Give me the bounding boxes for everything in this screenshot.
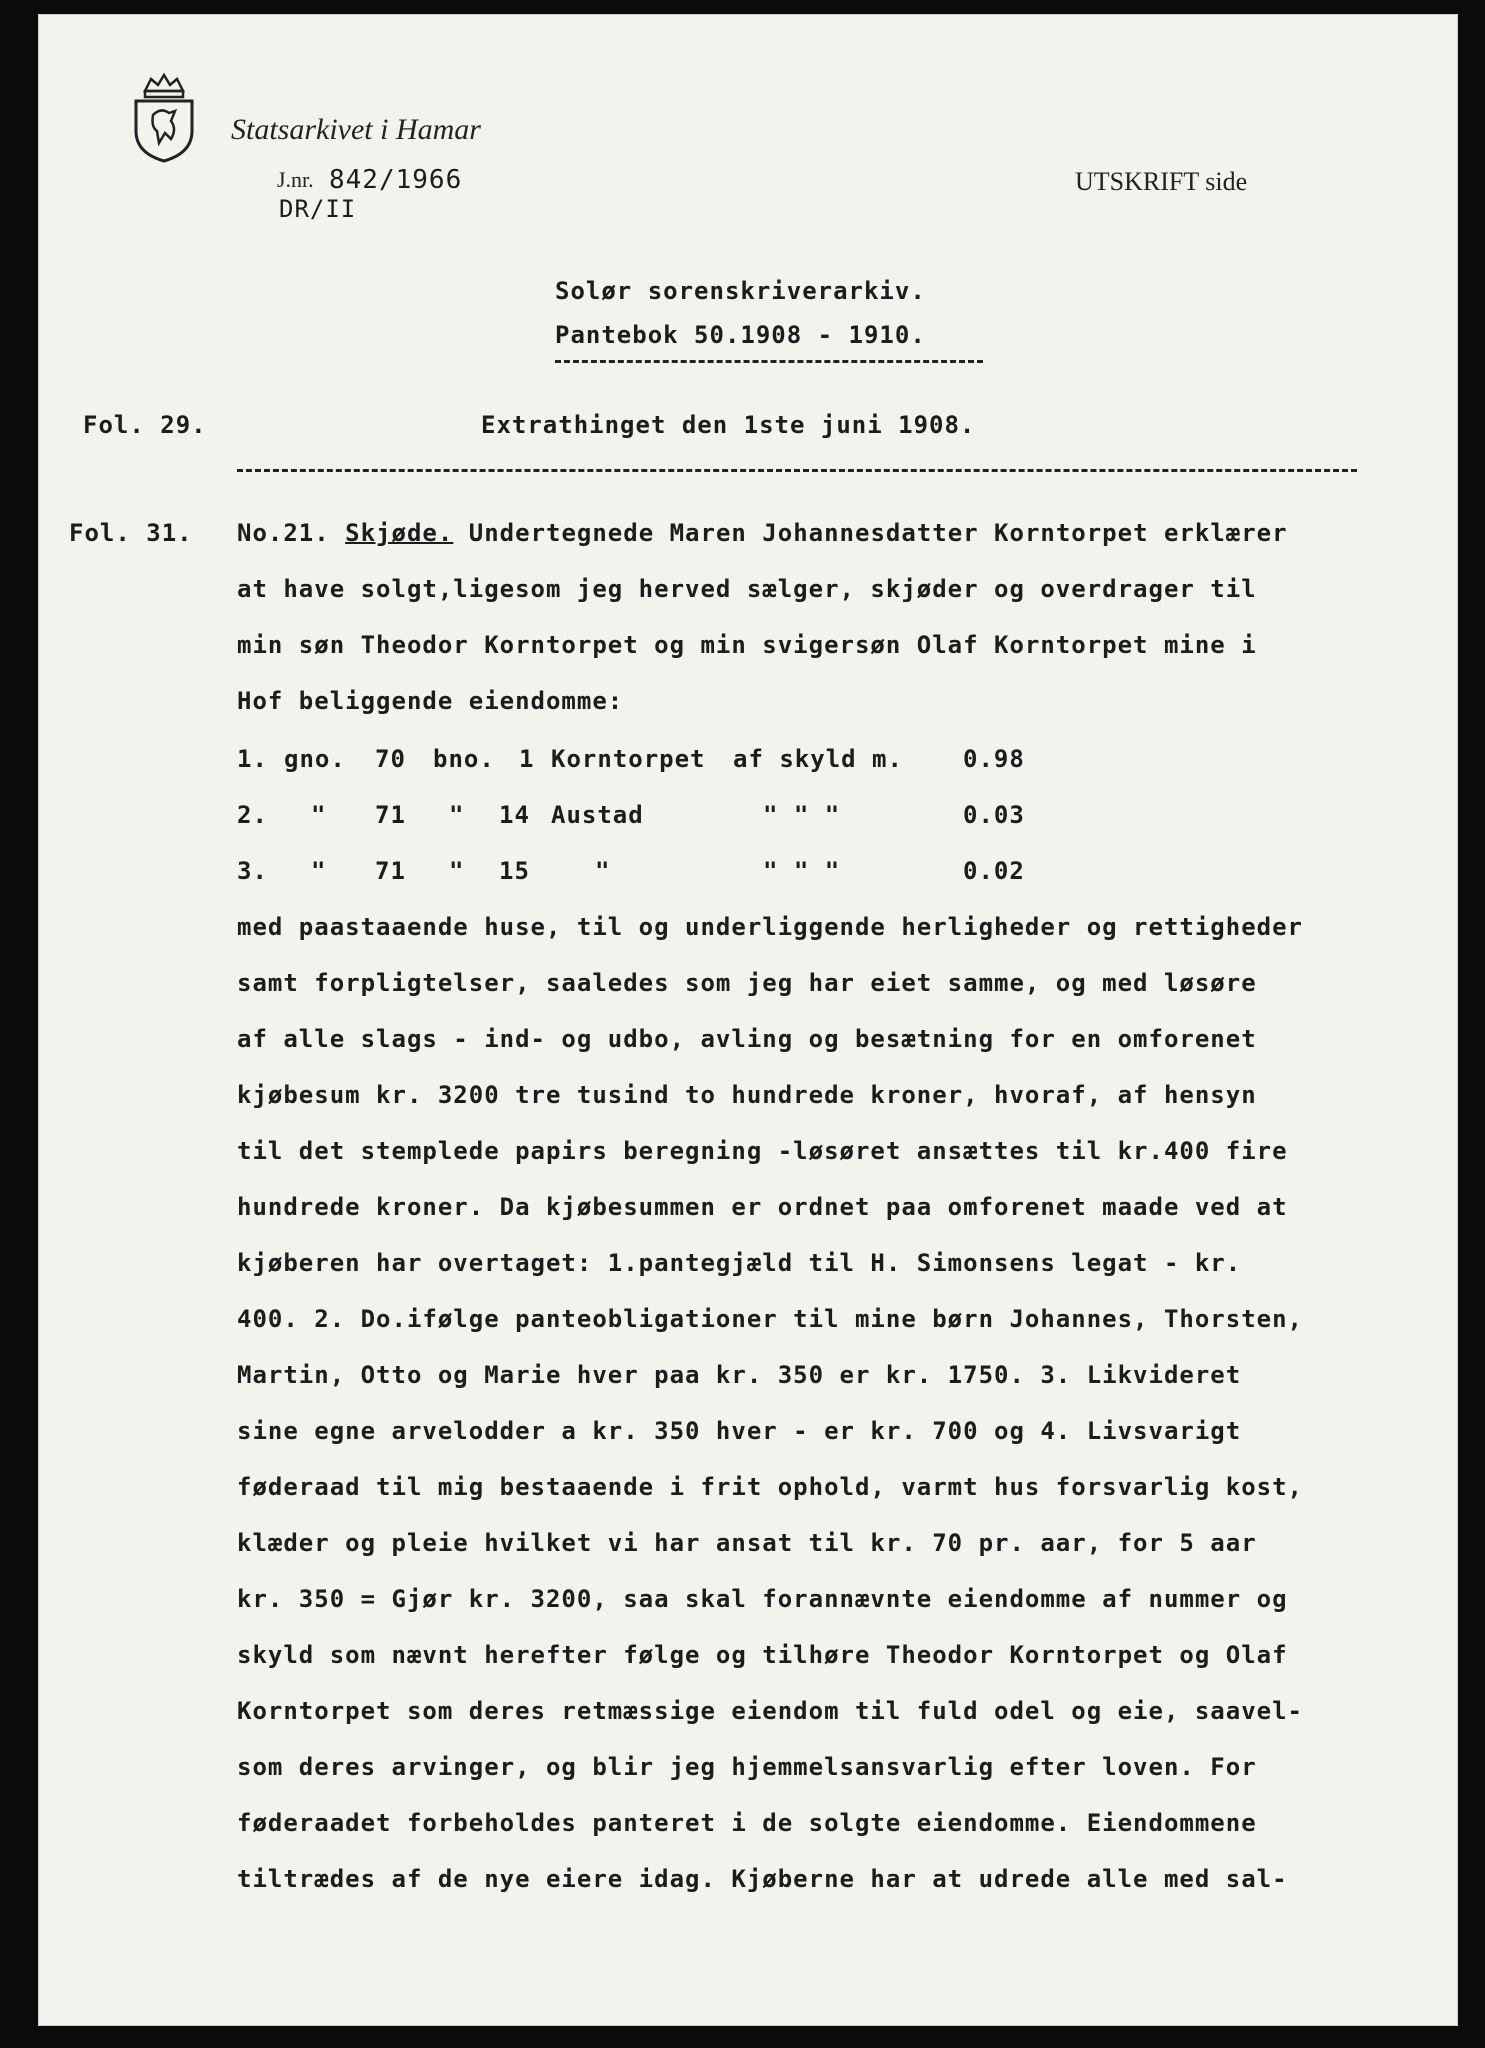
gno-value: 70 (375, 745, 406, 773)
document-page (38, 14, 1458, 2026)
entry-first-line (237, 519, 1288, 547)
bno-label: " (449, 857, 465, 885)
text-line: tiltrædes af de nye eiere idag. Kjøberne har at udrede alle med sal- (237, 1865, 1288, 1893)
property-name: Austad (551, 801, 644, 829)
entry-first-line-text: Undertegnede Maren Johannesdatter Korntorpet erklærer (468, 519, 1288, 547)
jnr-label: J.nr. (277, 167, 314, 192)
text-line: Korntorpet som deres retmæssige eiendom til fuld odel og eie, saavel- (237, 1697, 1303, 1725)
bno-value: 14 (499, 801, 530, 829)
entry-number: No.21. (237, 519, 330, 547)
property-number: 2. (237, 801, 268, 829)
text-line: kjøberen har overtaget: 1.pantegjæld til H. Simonsens legat - kr. (237, 1249, 1242, 1277)
session-divider (237, 469, 1357, 472)
archive-name: Statsarkivet i Hamar (231, 113, 481, 146)
title-archive: Solør sorenskriverarkiv. (555, 277, 926, 305)
property-name: Korntorpet (551, 745, 706, 773)
property-skyld: " " " (763, 857, 841, 885)
property-value: 0.02 (963, 857, 1025, 885)
property-value: 0.03 (963, 801, 1025, 829)
text-line: til det stemplede papirs beregning -løsøret ansættes til kr.400 fire (237, 1137, 1288, 1165)
gno-label: gno. (284, 745, 346, 773)
text-line: klæder og pleie hvilket vi har ansat til kr. 70 pr. aar, for 5 aar (237, 1529, 1257, 1557)
text-line: af alle slags - ind- og udbo, avling og besætning for en omforenet (237, 1025, 1257, 1053)
bno-value: 15 (499, 857, 530, 885)
property-name: " (595, 857, 611, 885)
bno-value: 1 (519, 745, 535, 773)
property-number: 1. (237, 745, 268, 773)
text-line: min søn Theodor Korntorpet og min svigersøn Olaf Korntorpet mine i (237, 631, 1257, 659)
gno-value: 71 (375, 801, 406, 829)
property-number: 3. (237, 857, 268, 885)
gno-label: " (311, 801, 327, 829)
text-line: kr. 350 = Gjør kr. 3200, saa skal forannævnte eiendomme af nummer og (237, 1585, 1288, 1613)
bno-label: " (449, 801, 465, 829)
text-line: føderaadet forbeholdes panteret i de solgte eiendomme. Eiendommene (237, 1809, 1257, 1837)
text-line: kjøbesum kr. 3200 tre tusind to hundrede kroner, hvoraf, af hensyn (237, 1081, 1257, 1109)
title-volume: Pantebok 50.1908 - 1910. (555, 321, 926, 349)
property-skyld: " " " (763, 801, 841, 829)
entry-folio: Fol. 31. (69, 519, 193, 547)
text-line: med paastaaende huse, til og underliggende herligheder og rettigheder (237, 913, 1303, 941)
text-line: som deres arvinger, og blir jeg hjemmelsansvarlig efter loven. For (237, 1753, 1257, 1781)
text-line: hundrede kroner. Da kjøbesummen er ordnet paa omforenet maade ved at (237, 1193, 1288, 1221)
text-line: Martin, Otto og Marie hver paa kr. 350 er kr. 1750. 3. Likvideret (237, 1361, 1242, 1389)
session-heading: Extrathinget den 1ste juni 1908. (481, 411, 976, 439)
text-line: 400. 2. Do.ifølge panteobligationer til mine børn Johannes, Thorsten, (237, 1305, 1303, 1333)
text-line: føderaad til mig bestaaende i frit ophold, varmt hus forsvarlig kost, (237, 1473, 1303, 1501)
entry-heading: Skjøde. (345, 519, 454, 547)
gno-value: 71 (375, 857, 406, 885)
bno-label: bno. (433, 745, 495, 773)
utskrift-label: UTSKRIFT side (1075, 167, 1248, 196)
coat-of-arms-icon (131, 71, 197, 163)
text-line: Hof beliggende eiendomme: (237, 687, 624, 715)
title-divider (555, 360, 983, 363)
property-value: 0.98 (963, 745, 1025, 773)
session-folio: Fol. 29. (83, 411, 207, 439)
jnr-value: 842/1966 (329, 165, 463, 195)
property-skyld: af skyld m. (733, 745, 903, 773)
text-line: skyld som nævnt herefter følge og tilhøre Theodor Korntorpet og Olaf (237, 1641, 1288, 1669)
gno-label: " (311, 857, 327, 885)
text-line: sine egne arvelodder a kr. 350 hver - er kr. 700 og 4. Livsvarigt (237, 1417, 1242, 1445)
text-line: at have solgt,ligesom jeg herved sælger, skjøder og overdrager til (237, 575, 1257, 603)
department-code: DR/II (279, 195, 357, 223)
text-line: samt forpligtelser, saaledes som jeg har eiet samme, og med løsøre (237, 969, 1257, 997)
